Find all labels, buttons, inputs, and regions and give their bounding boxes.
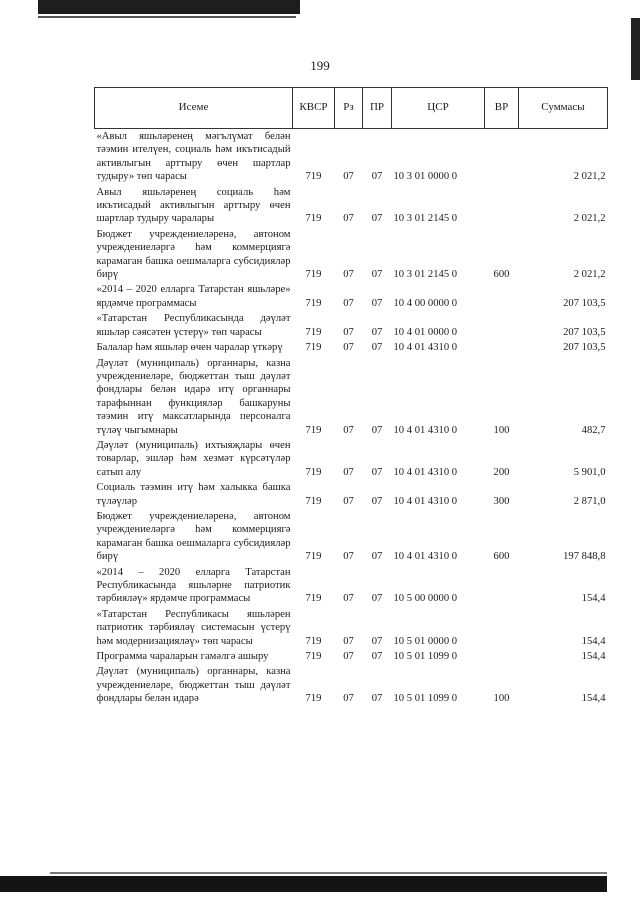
cell-vr: 200 — [493, 466, 510, 478]
cell-rz: 07 — [343, 171, 354, 183]
cell-kvsr: 719 — [305, 593, 322, 605]
cell-kvsr: 719 — [305, 424, 322, 436]
table-row — [95, 185, 608, 227]
cell-vr — [485, 649, 519, 664]
budget-table — [94, 87, 608, 707]
table-row — [95, 340, 608, 355]
cell-rz: 07 — [343, 269, 354, 281]
cell-vr — [485, 607, 519, 649]
scan-edge-top-line — [38, 16, 296, 18]
cell-kvsr: 719 — [305, 466, 322, 478]
cell-csr: 10 4 01 4310 0 — [393, 424, 458, 436]
cell-name: «2014 – 2020 елларга Татарстан Республикасында яшьләрне патриотик тәрбияләү» ярдәмче программасы — [96, 566, 291, 605]
cell-kvsr: 719 — [305, 326, 322, 338]
cell-vr — [485, 282, 519, 311]
cell-pr: 07 — [371, 466, 383, 478]
cell-csr: 10 4 01 0000 0 — [393, 326, 458, 338]
cell-kvsr: 719 — [305, 635, 322, 647]
header-pr: ПР — [363, 88, 392, 129]
cell-name: Дәүләт (муниципаль) органнары, казна учреждениеләре, бюджеттан тыш дәүләт фондлары белән идарә — [96, 666, 291, 705]
cell-name: «Татарстан Республикасы яшьләрен патриотик тәрбияләү системасын үстерү һәм модернизацияләү» төп чарасы — [96, 608, 291, 647]
cell-rz: 07 — [343, 495, 354, 507]
cell-pr: 07 — [371, 635, 383, 647]
cell-name: «2014 – 2020 елларга Татарстан яшьләре» ярдәмче программасы — [96, 284, 291, 309]
cell-name: Социаль тәэмин итү һәм халыкка башка түләүләр — [96, 482, 291, 507]
cell-vr: 600 — [493, 551, 510, 563]
cell-rz: 07 — [343, 342, 354, 354]
cell-vr — [485, 340, 519, 355]
cell-csr: 10 3 01 0000 0 — [393, 171, 458, 183]
cell-name: Программа чараларын гамәлгә ашыру — [96, 651, 269, 663]
cell-vr — [485, 565, 519, 607]
table-row — [95, 438, 608, 480]
table-row — [95, 649, 608, 664]
table-row — [95, 664, 608, 706]
cell-kvsr: 719 — [305, 651, 322, 663]
cell-rz: 07 — [343, 424, 354, 436]
cell-csr: 10 4 01 4310 0 — [393, 342, 458, 354]
cell-sum: 207 103,5 — [563, 297, 606, 309]
cell-csr: 10 5 01 0000 0 — [393, 635, 458, 647]
cell-pr: 07 — [371, 297, 383, 309]
cell-name: Дәүләт (муниципаль) органнары, казна учреждениеләре, бюджеттан тыш дәүләт фондлары белән идарә итү органнары тарафыннан функцияләр башкаруны тәэмин итү максатларында персоналга түләү чыгымнары — [96, 357, 291, 436]
cell-kvsr: 719 — [305, 297, 322, 309]
cell-vr: 300 — [493, 495, 510, 507]
header-sum: Суммасы — [519, 88, 608, 129]
table-body — [95, 129, 608, 707]
cell-kvsr: 719 — [305, 213, 322, 225]
cell-pr: 07 — [371, 495, 383, 507]
cell-name: «Авыл яшьләренең мәгълүмат белән тәэмин ителүен, социаль һәм икътисадый активлыгын арттыру өчен шартлар тудыру» төп чарасы — [96, 131, 291, 183]
cell-name: Бюджет учреждениеләренә, автоном учреждениеләргә һәм коммерциягә карамаган башка оешмаларга субсидияләр бирү — [96, 510, 291, 563]
header-row — [95, 88, 608, 129]
cell-sum: 2 871,0 — [573, 495, 606, 507]
cell-csr: 10 4 01 4310 0 — [393, 495, 458, 507]
cell-rz: 07 — [343, 297, 354, 309]
cell-pr: 07 — [371, 326, 383, 338]
cell-vr — [485, 185, 519, 227]
cell-rz: 07 — [343, 635, 354, 647]
cell-name: Балалар һәм яшьләр өчен чаралар үткәрү — [96, 342, 283, 354]
page-number: 199 — [310, 58, 330, 73]
cell-pr: 07 — [371, 424, 383, 436]
scan-edge-top — [38, 0, 300, 14]
cell-vr — [485, 129, 519, 185]
cell-sum: 482,7 — [581, 424, 606, 436]
cell-pr: 07 — [371, 213, 383, 225]
header-name: Исеме — [95, 88, 293, 129]
table-row — [95, 565, 608, 607]
table-row — [95, 607, 608, 649]
cell-csr: 10 4 00 0000 0 — [393, 297, 458, 309]
cell-csr: 10 4 01 4310 0 — [393, 551, 458, 563]
cell-kvsr: 719 — [305, 342, 322, 354]
cell-sum: 5 901,0 — [573, 466, 606, 478]
cell-sum: 197 848,8 — [563, 551, 606, 563]
cell-sum: 2 021,2 — [573, 213, 606, 225]
table-header — [95, 88, 608, 129]
table-row — [95, 129, 608, 185]
cell-name: Бюджет учреждениеләренә, автоном учреждениеләргә һәм коммерциягә карамаган башка оешмаларга субсидияләр бирү — [96, 228, 291, 281]
cell-rz: 07 — [343, 551, 354, 563]
cell-pr: 07 — [371, 551, 383, 563]
cell-kvsr: 719 — [305, 551, 322, 563]
cell-csr: 10 5 01 1099 0 — [393, 651, 458, 663]
header-kvsr: КВСР — [293, 88, 335, 129]
cell-rz: 07 — [343, 326, 354, 338]
cell-kvsr: 719 — [305, 269, 322, 281]
cell-sum: 207 103,5 — [563, 326, 606, 338]
cell-vr — [485, 311, 519, 340]
header-rz: Рз — [335, 88, 363, 129]
cell-vr: 100 — [493, 424, 510, 436]
cell-pr: 07 — [371, 693, 383, 705]
cell-vr: 600 — [493, 269, 510, 281]
cell-rz: 07 — [343, 466, 354, 478]
header-csr: ЦСР — [392, 88, 485, 129]
cell-csr: 10 3 01 2145 0 — [393, 269, 458, 281]
cell-csr: 10 4 01 4310 0 — [393, 466, 458, 478]
cell-vr: 100 — [493, 693, 510, 705]
cell-pr: 07 — [371, 342, 383, 354]
scan-edge-bottom — [0, 876, 607, 892]
cell-pr: 07 — [371, 269, 383, 281]
cell-sum: 154,4 — [581, 693, 606, 705]
cell-rz: 07 — [343, 693, 354, 705]
table-row — [95, 480, 608, 509]
cell-kvsr: 719 — [305, 495, 322, 507]
cell-sum: 154,4 — [581, 651, 606, 663]
cell-csr: 10 3 01 2145 0 — [393, 213, 458, 225]
cell-sum: 2 021,2 — [573, 269, 606, 281]
table-row — [95, 356, 608, 438]
cell-sum: 2 021,2 — [573, 171, 606, 183]
cell-csr: 10 5 01 1099 0 — [393, 693, 458, 705]
table-row — [95, 282, 608, 311]
cell-rz: 07 — [343, 593, 354, 605]
cell-rz: 07 — [343, 651, 354, 663]
cell-name: Дәүләт (муниципаль) ихтыяҗлары өчен товарлар, эшләр һәм хезмәт күрсәтүләр сатып алу — [96, 439, 291, 478]
scan-edge-bottom-line — [50, 872, 607, 874]
cell-pr: 07 — [371, 593, 383, 605]
cell-pr: 07 — [371, 171, 383, 183]
cell-rz: 07 — [343, 213, 354, 225]
table-row — [95, 509, 608, 565]
cell-name: Авыл яшьләренең социаль һәм икътисадый активлыгын арттыру өчен шартлар тудыру чаралары — [96, 186, 291, 225]
cell-sum: 154,4 — [581, 635, 606, 647]
cell-kvsr: 719 — [305, 171, 322, 183]
cell-name: «Татарстан Республикасында дәүләт яшьләр сәясәтен үстерү» төп чарасы — [96, 313, 291, 338]
cell-pr: 07 — [371, 651, 383, 663]
table-row — [95, 227, 608, 283]
table-row — [95, 311, 608, 340]
cell-csr: 10 5 00 0000 0 — [393, 593, 458, 605]
cell-kvsr: 719 — [305, 693, 322, 705]
header-vr: ВР — [485, 88, 519, 129]
cell-sum: 154,4 — [581, 593, 606, 605]
cell-sum: 207 103,5 — [563, 342, 606, 354]
